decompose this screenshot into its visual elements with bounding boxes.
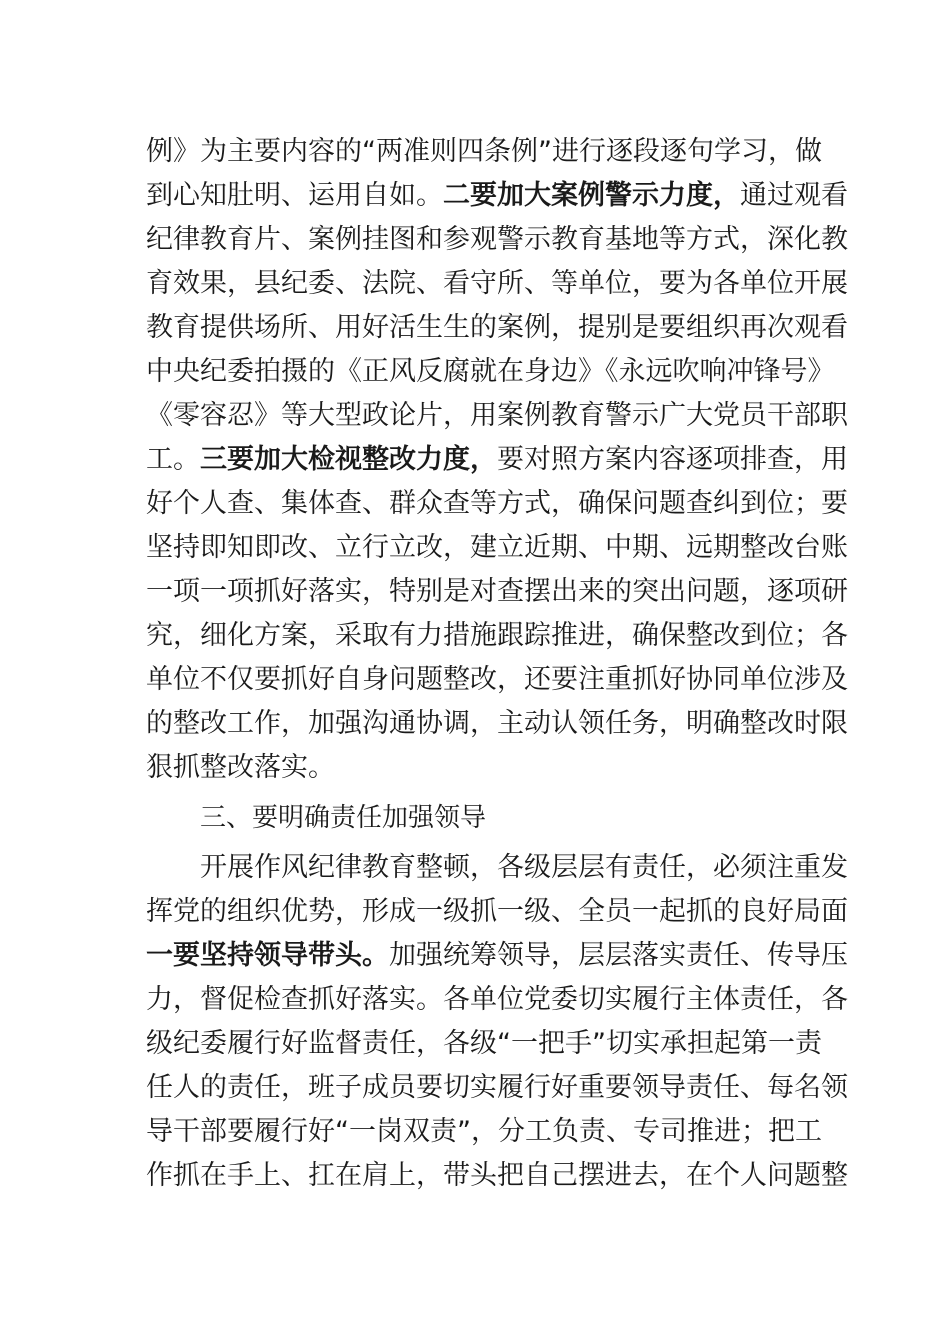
text-line: 作抓在手上、扛在肩上，带头把自己摆进去，在个人问题整 — [146, 1160, 848, 1191]
text-line: 狠抓整改落实。 — [146, 752, 335, 783]
bold-point-three: 三要加大检视整改力度， — [200, 444, 497, 475]
text-line: 单位不仅要抓好自身问题整改，还要注重抓好协同单位涉及 — [146, 664, 848, 695]
bold-point-one: 一要坚持领导带头。 — [146, 940, 389, 971]
text-line: 究，细化方案，采取有力措施跟踪推进，确保整改到位；各 — [146, 620, 848, 651]
text-line: 导干部要履行好“一岗双责”，分工负责、专司推进；把工 — [146, 1116, 822, 1147]
text-run: 工。 — [146, 444, 200, 475]
text-line: 《零容忍》等大型政论片，用案例教育警示广大党员干部职 — [146, 400, 848, 431]
text-line: 纪律教育片、案例挂图和参观警示教育基地等方式，深化教 — [146, 224, 848, 255]
document-page — [146, 130, 848, 1198]
section-heading: 三、要明确责任加强领导 — [200, 803, 487, 833]
text-line: 力，督促检查抓好落实。各单位党委切实履行主体责任，各 — [146, 984, 848, 1015]
text-line: 的整改工作，加强沟通协调，主动认领任务，明确整改时限 — [146, 708, 848, 739]
text-line: 教育提供场所、用好活生生的案例，提别是要组织再次观看 — [146, 312, 848, 343]
text-line: 中央纪委拍摄的《正风反腐就在身边》《永远吹响冲锋号》 — [146, 356, 835, 387]
text-line — [146, 438, 848, 482]
text-line — [146, 934, 848, 978]
text-run: 加强统筹领导，层层落实责任、传导压 — [389, 940, 848, 971]
text-line: 育效果，县纪委、法院、看守所、等单位，要为各单位开展 — [146, 268, 848, 299]
text-line: 一项一项抓好落实，特别是对查摆出来的突出问题，逐项研 — [146, 576, 848, 607]
text-line: 开展作风纪律教育整顿，各级层层有责任，必须注重发 — [200, 852, 848, 883]
text-run: 通过观看 — [740, 180, 848, 211]
bold-point-two: 二要加大案例警示力度， — [443, 180, 740, 211]
text-line — [146, 174, 848, 218]
text-line: 任人的责任，班子成员要切实履行好重要领导责任、每名领 — [146, 1072, 848, 1103]
text-run: 要对照方案内容逐项排查，用 — [497, 444, 848, 475]
text-line: 级纪委履行好监督责任，各级“一把手”切实承担起第一责 — [146, 1028, 822, 1059]
text-line: 坚持即知即改、立行立改，建立近期、中期、远期整改台账 — [146, 532, 848, 563]
text-line: 好个人查、集体查、群众查等方式，确保问题查纠到位；要 — [146, 488, 848, 519]
text-run: 到心知肚明、运用自如。 — [146, 180, 443, 211]
text-line: 挥党的组织优势，形成一级抓一级、全员一起抓的良好局面 — [146, 896, 848, 927]
text-line: 例》为主要内容的“两准则四条例”进行逐段逐句学习，做 — [146, 136, 822, 167]
